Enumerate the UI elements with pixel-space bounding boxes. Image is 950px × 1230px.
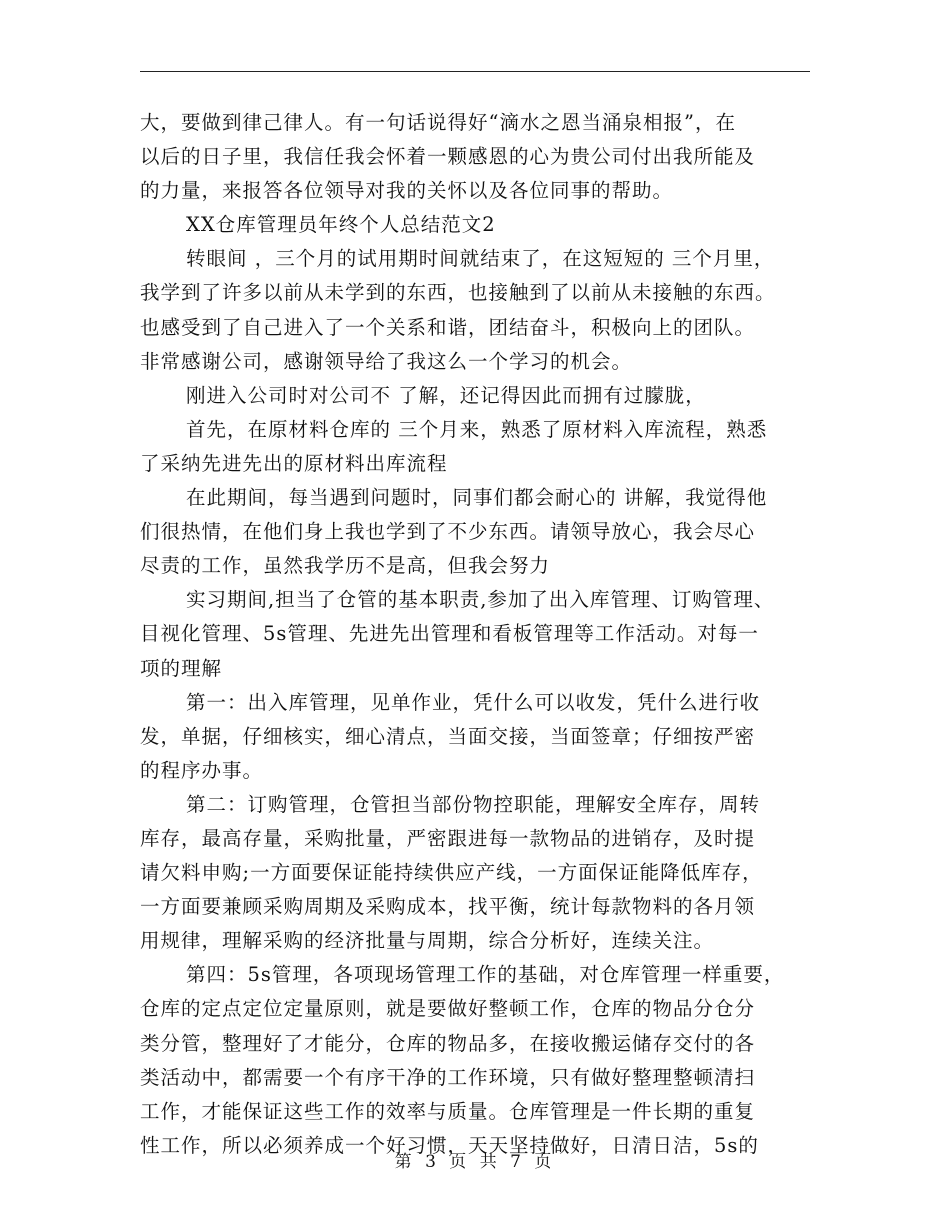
text-line: 在此期间，每当遇到问题时，同事们都会耐心的 讲解，我觉得他	[186, 486, 768, 510]
text-line: 类分管，整理好了才能分，仓库的物品多，在接收搬运储存交付的各	[140, 1031, 756, 1055]
text-line: 第一：出入库管理，见单作业，凭什么可以收发，凭什么进行收	[186, 690, 761, 714]
body-text	[140, 106, 810, 1163]
text-line: XX仓库管理员年终个人总结范文2	[186, 213, 496, 237]
text-line: 请欠料申购;一方面要保证能持续供应产线，一方面保证能降低库存，	[140, 861, 763, 885]
text-line: 用规律，理解采购的经济批量与周期，综合分析好，连续关注。	[140, 929, 715, 953]
text-line: 的程序办事。	[140, 758, 264, 782]
header-rule	[140, 71, 810, 72]
text-line: 我学到了许多以前从未学到的东西，也接触到了以前从未接触的东西。	[140, 281, 776, 305]
text-line: 第二：订购管理，仓管担当部份物控职能，理解安全库存，周转	[186, 792, 761, 816]
text-line: 发，单据，仔细核实，细心清点，当面交接，当面签章；仔细按严密	[140, 724, 756, 748]
text-line: 以后的日子里，我信任我会怀着一颗感恩的心为贵公司付出我所能及	[140, 145, 756, 169]
text-line: 转眼间 ，三个月的试用期时间就结束了，在这短短的 三个月里，	[186, 247, 775, 271]
text-line: 类活动中，都需要一个有序干净的工作环境，只有做好整理整顿清扫	[140, 1065, 756, 1089]
text-line: 的力量，来报答各位领导对我的关怀以及各位同事的帮助。	[140, 179, 674, 203]
text-line: 大，要做到律己律人。有一句话说得好“滴水之恩当涌泉相报”，在	[140, 111, 736, 134]
text-line: 一方面要兼顾采购周期及采购成本，找平衡，统计每款物料的各月领	[140, 895, 756, 919]
text-line: 第四：5s管理，各项现场管理工作的基础，对仓库管理一样重要，	[186, 963, 785, 987]
text-line: 了采纳先进先出的原材料出库流程	[140, 451, 448, 475]
text-line: 目视化管理、5s管理、先进先出管理和看板管理等工作活动。对每一	[140, 622, 759, 646]
text-line: 们很热情，在他们身上我也学到了不少东西。请领导放心，我会尽心	[140, 520, 756, 544]
text-line: 工作，才能保证这些工作的效率与质量。仓库管理是一件长期的重复	[140, 1099, 756, 1123]
text-line: 非常感谢公司，感谢领导给了我这么一个学习的机会。	[140, 349, 633, 373]
text-line: 实习期间,担当了仓管的基本职责,参加了出入库管理、订购管理、	[186, 588, 775, 612]
text-line: 刚进入公司时对公司不 了解，还记得因此而拥有过朦胧，	[186, 383, 706, 407]
text-line: 也感受到了自己进入了一个关系和谐，团结奋斗，积极向上的团队。	[140, 315, 756, 339]
text-line: 仓库的定点定位定量原则，就是要做好整顿工作，仓库的物品分仓分	[140, 997, 756, 1021]
page-footer: 第 3 页 共 7 页	[394, 1152, 556, 1172]
text-line: 库存，最高存量，采购批量，严密跟进每一款物品的进销存，及时提	[140, 826, 756, 850]
text-line: 项的理解	[140, 656, 223, 680]
text-line: 首先，在原材料仓库的 三个月来，熟悉了原材料入库流程，熟悉	[186, 417, 768, 441]
text-line: 尽责的工作，虽然我学历不是高，但我会努力	[140, 554, 551, 578]
text-line: 性工作，所以必须养成一个好习惯，天天坚持做好，日清日洁，5s的	[140, 1133, 759, 1157]
